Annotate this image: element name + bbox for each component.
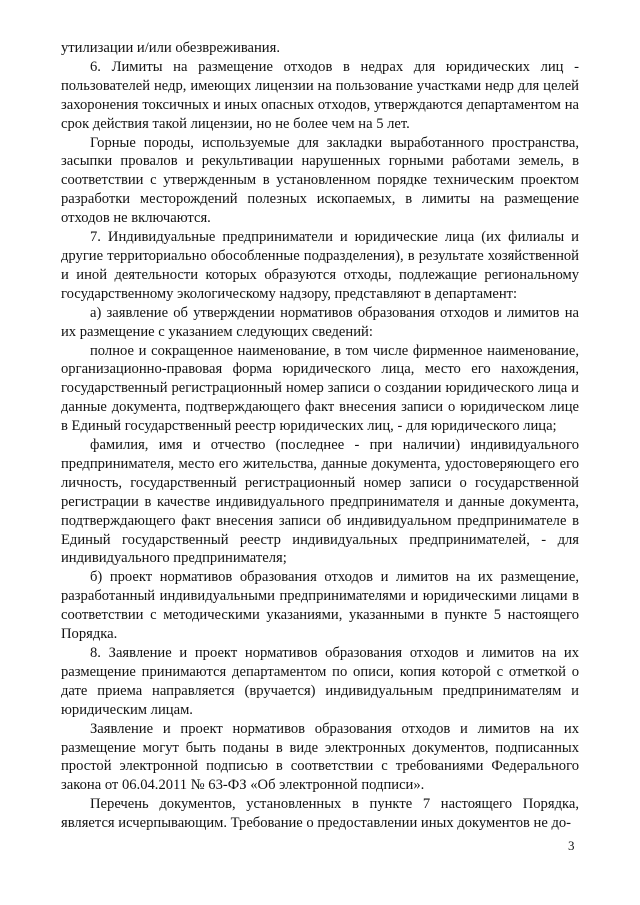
paragraph-rock-exclusion: Горные породы, используемые для закладки выработанного пространства, засыпки провалов и рекультивации нарушенных горными работами земель, в соответствии с утвержденным в установленном порядке техническим проектом разработки месторождений полезных ископаемых, в лимиты на размещение отходов не включаются. xyxy=(61,134,579,227)
paragraph-item-7b: б) проект нормативов образования отходов и лимитов на их размещение, разработанный индивидуальными предпринимателями и юридическими лицами в соответствии с методическими указаниями, указанными в пункте 5 настоящего Порядка. xyxy=(61,569,579,643)
paragraph-item-7: 7. Индивидуальные предприниматели и юридические лица (их филиалы и другие территориально обособленные подразделения), в результате хозяйственной и иной деятельности которых образуются отходы, подлежащие региональному государственному экологическому надзору, представляют в департамент: xyxy=(61,229,579,302)
paragraph-item-8: 8. Заявление и проект нормативов образования отходов и лимитов на их размещение принимаются департаментом по описи, копия которой с отметкой о дате приема направляется (вручается) индивидуальным предпринимателям и юридическим лицам. xyxy=(61,645,579,718)
paragraph-documents-list: Перечень документов, установленных в пункте 7 настоящего Порядка, является исчерпывающим. Требование о предоставлении иных документов не до- xyxy=(61,796,579,832)
page-number: 3 xyxy=(568,838,575,853)
paragraph-continuation: утилизации и/или обезвреживания. xyxy=(61,40,280,56)
paragraph-item-6: 6. Лимиты на размещение отходов в недрах для юридических лиц - пользователей недр, имеющих лицензии на пользование участками недр для целей захоронения токсичных и иных опасных отходов, утверждаются департаментом на срок действия такой лицензии, но не более чем на 5 лет. xyxy=(61,58,579,132)
paragraph-item-7a: а) заявление об утверждении нормативов образования отходов и лимитов на их размещение с указанием следующих сведений: xyxy=(61,304,579,340)
paragraph-entrepreneur-info: фамилия, имя и отчество (последнее - при наличии) индивидуального предпринимателя, место его жительства, данные документа, удостоверяющего его личность, государственный регистрационный номер записи о государственной регистрации в качестве индивидуального предпринимателя и данные документа, подтверждающего факт внесения записи об индивидуальном предпринимателе в Единый государственный реестр индивидуальных предпринимателей, - для индивидуального предпринимателя; xyxy=(61,437,579,567)
document-body xyxy=(61,39,579,833)
paragraph-electronic-submission: Заявление и проект нормативов образования отходов и лимитов на их размещение могут быть поданы в виде электронных документов, подписанных простой электронной подписью в соответствии с требованиями Федерального закона от 06.04.2011 № 63-ФЗ «Об электронной подписи». xyxy=(61,720,579,794)
paragraph-legal-entity-info: полное и сокращенное наименование, в том числе фирменное наименование, организационно-правовая форма юридического лица, место его нахождения, государственный регистрационный номер записи о создании юридического лица и данные документа, подтверждающего факт внесения записи о юридическом лице в Единый государственный реестр юридических лиц, - для юридического лица; xyxy=(61,342,579,435)
